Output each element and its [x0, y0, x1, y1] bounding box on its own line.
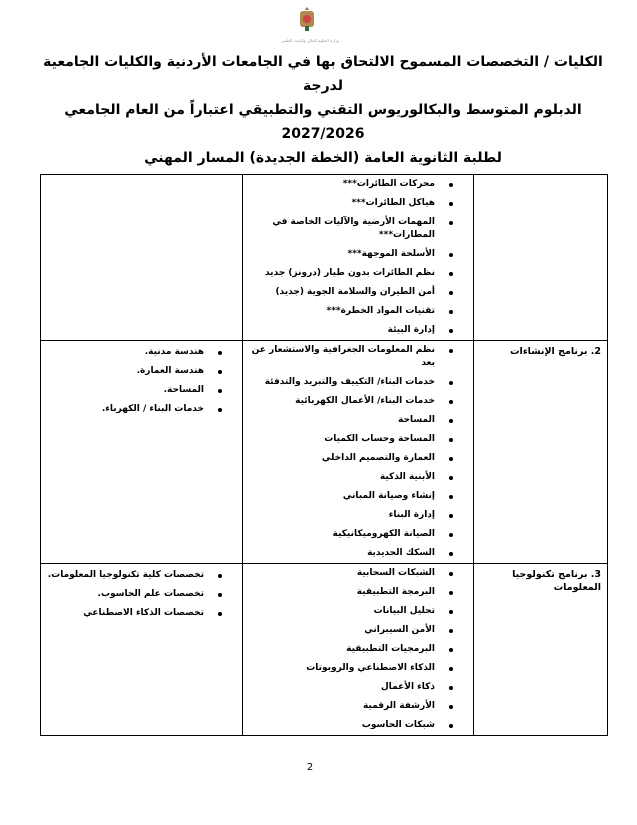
page-content [40, 50, 606, 736]
list-item: السكك الحديدية [243, 544, 473, 563]
ministry-logo-text: وزارة التعليم العالي والبحث العلمي [281, 38, 339, 43]
list-item: المساحة [243, 411, 473, 430]
list-item: شبكات الحاسوب [243, 716, 473, 735]
title-line: الكليات / التخصصات المسموح الالتحاق بها في الجامعات الأردنية والكليات الجامعية لدرجة [43, 54, 603, 94]
list-item: أمن الطيران والسلامة الجوية (جديد) [243, 283, 473, 302]
specializations-table [40, 174, 608, 736]
program-cell [474, 564, 608, 736]
eligible-cell [41, 564, 243, 736]
list-item: البرمجيات التطبيقية [243, 640, 473, 659]
list-item: الصيانة الكهروميكانيكية [243, 525, 473, 544]
specializations-cell [243, 564, 474, 736]
list-item: البرمجة التطبيقية [243, 583, 473, 602]
list-item: محركات الطائرات*** [243, 175, 473, 194]
list-item: خدمات البناء/ التكييف والتبريد والتدفئة [243, 373, 473, 392]
specializations-list [243, 341, 473, 563]
list-item: هندسة العمارة. [41, 362, 242, 381]
list-item: الذكاء الاصطناعي والروبوتات [243, 659, 473, 678]
list-item: إنشاء وصيانة المباني [243, 487, 473, 506]
list-item: تخصصات علم الحاسوب. [41, 585, 242, 604]
eligible-list [41, 564, 242, 623]
list-item: إدارة البيئة [243, 321, 473, 340]
table-row [41, 341, 608, 564]
program-name: 3. برنامج تكنولوجيا المعلومات [512, 569, 601, 593]
page-number: 2 [306, 762, 314, 773]
list-item: الأمن السيبراني [243, 621, 473, 640]
list-item: الأسلحة الموجهة*** [243, 245, 473, 264]
program-name [474, 175, 607, 179]
list-item: تحليل البيانات [243, 602, 473, 621]
table-row [41, 175, 608, 341]
specializations-cell [243, 175, 474, 341]
list-item: المساحة. [41, 381, 242, 400]
list-item: خدمات البناء/ الأعمال الكهربائية [243, 392, 473, 411]
list-item: خدمات البناء / الكهرباء. [41, 400, 242, 419]
list-item: نظم المعلومات الجغرافية والاستشعار عن بعد [243, 341, 473, 373]
list-item: تقنيات المواد الخطرة*** [243, 302, 473, 321]
eligible-cell [41, 175, 243, 341]
list-item: ذكاء الأعمال [243, 678, 473, 697]
specializations-cell [243, 341, 474, 564]
list-item: تخصصات كلية تكنولوجيا المعلومات. [41, 566, 242, 585]
jordan-coat-of-arms-logo [296, 6, 318, 32]
list-item: الشبكات السحابية [243, 564, 473, 583]
document-title [40, 50, 606, 170]
list-item: المهمات الأرضية والآليات الخاصة في المطارات*** [243, 213, 473, 245]
list-item: المساحة وحساب الكميات [243, 430, 473, 449]
list-item: الأبنية الذكية [243, 468, 473, 487]
eligible-list [41, 341, 242, 419]
program-cell [474, 341, 608, 564]
program-cell [474, 175, 608, 341]
specializations-list [243, 564, 473, 735]
list-item: تخصصات الذكاء الاصطناعي [41, 604, 242, 623]
specializations-list [243, 175, 473, 340]
title-line: الدبلوم المتوسط والبكالوريوس التقني والتطبيقي اعتباراً من العام الجامعي 2027/2026 [64, 102, 582, 142]
table-row [41, 564, 608, 736]
eligible-cell [41, 341, 243, 564]
list-item: نظم الطائرات بدون طيار (درونز) جديد [243, 264, 473, 283]
title-line: لطلبة الثانوية العامة (الخطة الجديدة) المسار المهني [144, 150, 502, 166]
list-item: إدارة البناء [243, 506, 473, 525]
program-name: 2. برنامج الإنشاءات [510, 346, 601, 357]
list-item: العمارة والتصميم الداخلي [243, 449, 473, 468]
list-item: الأرشفة الرقمية [243, 697, 473, 716]
list-item: هياكل الطائرات*** [243, 194, 473, 213]
list-item: هندسة مدنية. [41, 343, 242, 362]
